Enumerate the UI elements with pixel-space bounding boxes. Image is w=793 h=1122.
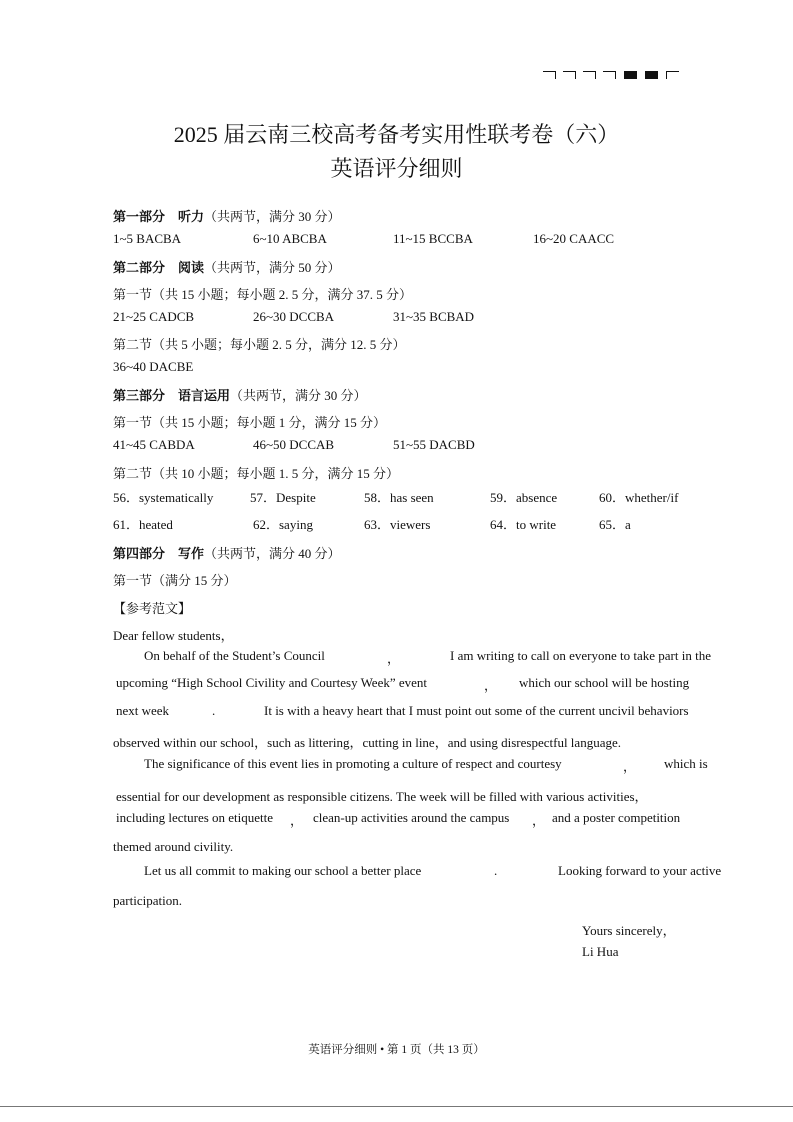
part4-note: （共两节，满分 40 分） <box>204 546 341 561</box>
essay-text: It is with a heavy heart that I must point out some of the current uncivil behaviors <box>264 703 689 718</box>
document-subtitle: 英语评分细则 <box>330 156 463 181</box>
part2-section1-label: 第一节（共 15 小题；每小题 2. 5 分，满分 37. 5 分） <box>113 287 413 302</box>
essay-text: Looking forward to your active <box>558 863 722 878</box>
essay-punct: . <box>212 703 216 718</box>
essay-text: clean-up activities around the campus <box>313 810 510 825</box>
answer-group: 6~10 ABCBA <box>253 231 327 246</box>
essay-text: participation. <box>113 893 182 908</box>
part4-heading-text: 第四部分 写作 <box>113 547 205 562</box>
part2-heading-text: 第二部分 阅读 <box>113 261 205 276</box>
part1-heading <box>113 206 341 225</box>
part2-heading <box>113 257 341 276</box>
document-title: 2025 届云南三校高考备考实用性联考卷（六） <box>173 122 620 147</box>
answer-item: 60．whether/if <box>599 490 679 505</box>
reference-essay-label: 【参考范文】 <box>113 601 192 616</box>
part2-section2-label: 第二节（共 5 小题；每小题 2. 5 分，满分 12. 5 分） <box>113 337 406 352</box>
bottom-rule <box>0 1106 793 1107</box>
answer-group: 11~15 BCCBA <box>393 231 473 246</box>
essay-signature: Li Hua <box>582 944 619 959</box>
essay-text: The significance of this event lies in promoting a culture of respect and courtesy <box>144 756 562 771</box>
essay-punct: ， <box>387 651 401 666</box>
part3-section2-label: 第二节（共 10 小题；每小题 1. 5 分，满分 15 分） <box>113 466 400 481</box>
answer-group: 21~25 CADCB <box>113 309 195 324</box>
answer-group: 46~50 DCCAB <box>253 437 335 452</box>
essay-text: including lectures on etiquette <box>116 810 274 825</box>
corner-mark <box>666 71 679 79</box>
answer-item: 61．heated <box>113 517 173 532</box>
answer-group: 16~20 CAACC <box>533 231 615 246</box>
answer-group: 26~30 DCCBA <box>253 309 335 324</box>
essay-punct: . <box>494 863 498 878</box>
essay-text: Let us all commit to making our school a better place <box>144 863 422 878</box>
answer-group: 36~40 DACBE <box>113 359 194 374</box>
part3-heading-text: 第三部分 语言运用 <box>113 389 231 404</box>
essay-punct: ， <box>290 813 304 828</box>
essay-text: next week <box>116 703 170 718</box>
essay-text: On behalf of the Student’s Council <box>144 648 325 663</box>
answer-group: 41~45 CABDA <box>113 437 195 452</box>
essay-text: which is <box>664 756 708 771</box>
answer-item: 56．systematically <box>113 490 214 505</box>
essay-text: and a poster competition <box>552 810 681 825</box>
corner-mark <box>583 71 596 79</box>
part3-note: （共两节，满分 30 分） <box>230 388 367 403</box>
corner-mark <box>543 71 556 79</box>
essay-text: which our school will be hosting <box>519 675 690 690</box>
answer-item: 64．to write <box>490 517 557 532</box>
answer-group: 31~35 BCBAD <box>393 309 475 324</box>
essay-text: essential for our development as responsible citizens. The week will be filled with various activities， <box>116 789 648 804</box>
page-footer: 英语评分细则 • 第 1 页（共 13 页） <box>308 1044 485 1056</box>
part3-section1-label: 第一节（共 15 小题；每小题 1 分，满分 15 分） <box>113 415 387 430</box>
essay-punct: ， <box>484 678 498 693</box>
essay-punct: ， <box>532 813 546 828</box>
corner-mark <box>563 71 576 79</box>
essay-greeting: Dear fellow students， <box>113 628 234 643</box>
corner-mark <box>645 71 658 79</box>
corner-mark <box>603 71 616 79</box>
essay-text: observed within our school，such as littering，cutting in line，and using disrespectful language. <box>113 735 621 750</box>
answer-item: 62．saying <box>253 517 313 532</box>
essay-text: upcoming “High School Civility and Courtesy Week” event <box>116 675 428 690</box>
answer-item: 65．a <box>599 517 631 532</box>
essay-closing: Yours sincerely， <box>582 923 676 938</box>
essay-text: themed around civility. <box>113 839 234 854</box>
answer-item: 58．has seen <box>364 490 434 505</box>
answer-item: 57．Despite <box>250 490 316 505</box>
part4-heading <box>113 543 341 562</box>
essay-text: I am writing to call on everyone to take part in the <box>450 648 711 663</box>
part1-heading-text: 第一部分 听力 <box>113 210 205 225</box>
part4-section1-label: 第一节（满分 15 分） <box>113 573 237 588</box>
part3-heading <box>113 385 367 404</box>
answer-group: 51~55 DACBD <box>393 437 475 452</box>
answer-group: 1~5 BACBA <box>113 231 182 246</box>
part1-note: （共两节，满分 30 分） <box>204 209 341 224</box>
answer-item: 59．absence <box>490 490 558 505</box>
corner-mark <box>624 71 637 79</box>
part2-note: （共两节，满分 50 分） <box>204 260 341 275</box>
essay-punct: ， <box>623 759 637 774</box>
answer-item: 63．viewers <box>364 517 431 532</box>
